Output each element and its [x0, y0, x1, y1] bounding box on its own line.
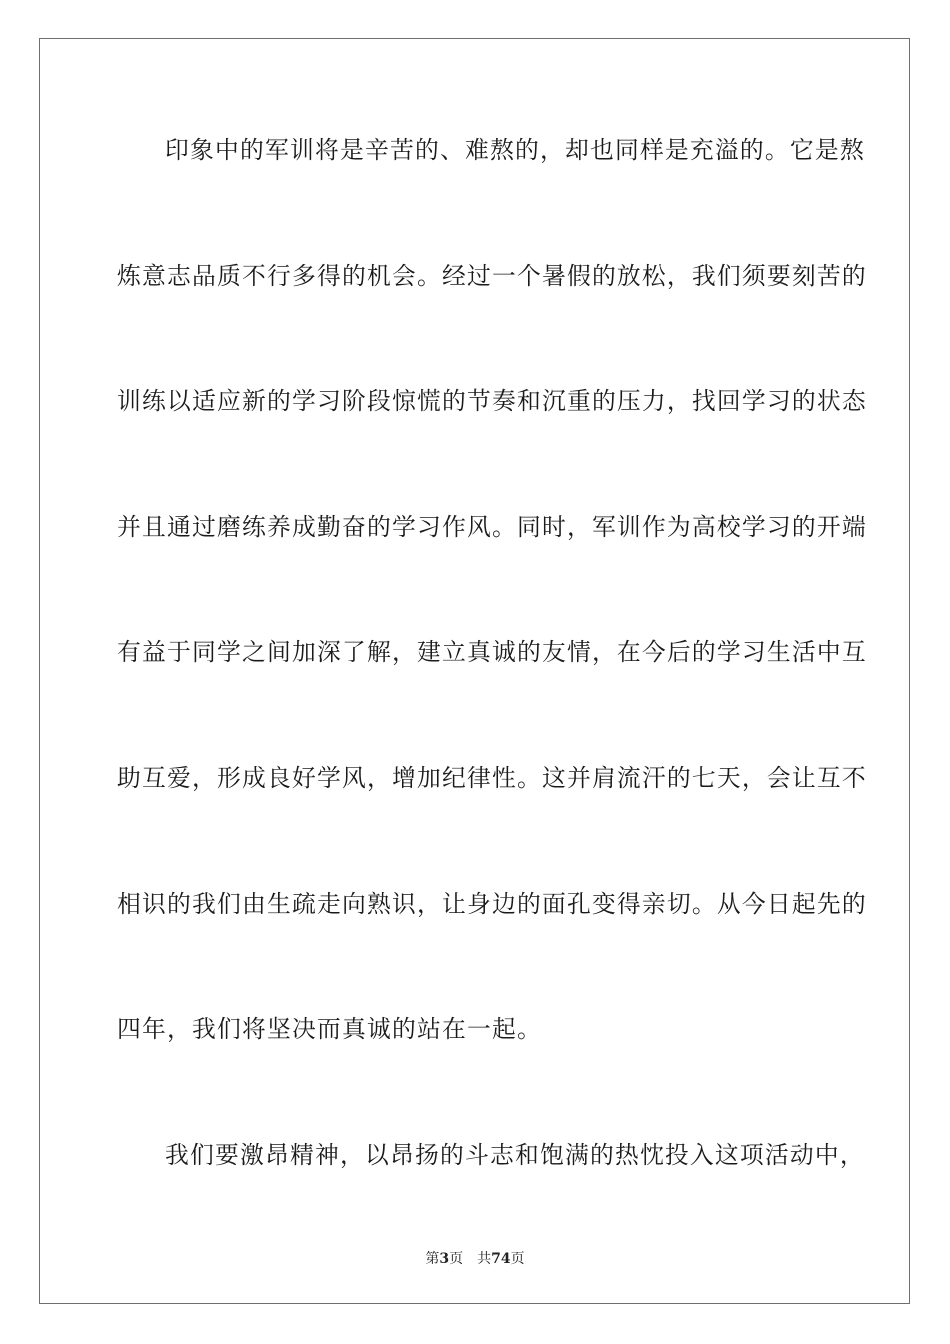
page-number: 3	[439, 1251, 450, 1267]
paragraph-2-line-1: 我们要激昂精神，以昂扬的斗志和饱满的热忱投入这项活动中，	[165, 1140, 865, 1169]
paragraph-1-line-3: 训练以适应新的学习阶段惊慌的节奏和沉重的压力，找回学习的状态	[117, 387, 867, 416]
total-prefix: 共	[477, 1251, 492, 1267]
paragraph-1-line-5: 有益于同学之间加深了解，建立真诚的友情，在今后的学习生活中互	[117, 638, 867, 667]
paragraph-1-line-8: 四年，我们将坚决而真诚的站在一起。	[117, 1015, 542, 1044]
paragraph-1-line-7: 相识的我们由生疏走向熟识，让身边的面孔变得亲切。从今日起先的	[117, 889, 867, 918]
paragraph-1-line-6: 助互爱，形成良好学风，增加纪律性。这并肩流汗的七天，会让互不	[117, 763, 867, 792]
total-suffix: 页	[510, 1251, 525, 1267]
paragraph-1-line-4: 并且通过磨练养成勤奋的学习作风。同时，军训作为高校学习的开端	[117, 512, 867, 541]
paragraph-1-line-2: 炼意志品质不行多得的机会。经过一个暑假的放松，我们须要刻苦的	[117, 261, 867, 290]
page-suffix: 页	[449, 1251, 464, 1267]
document-body	[117, 126, 867, 1256]
paragraph-1-line-1: 印象中的军训将是辛苦的、难熬的，却也同样是充溢的。它是熬	[165, 136, 865, 164]
page-footer	[0, 1248, 950, 1268]
total-pages: 74	[491, 1251, 511, 1267]
page-prefix: 第	[425, 1251, 440, 1267]
